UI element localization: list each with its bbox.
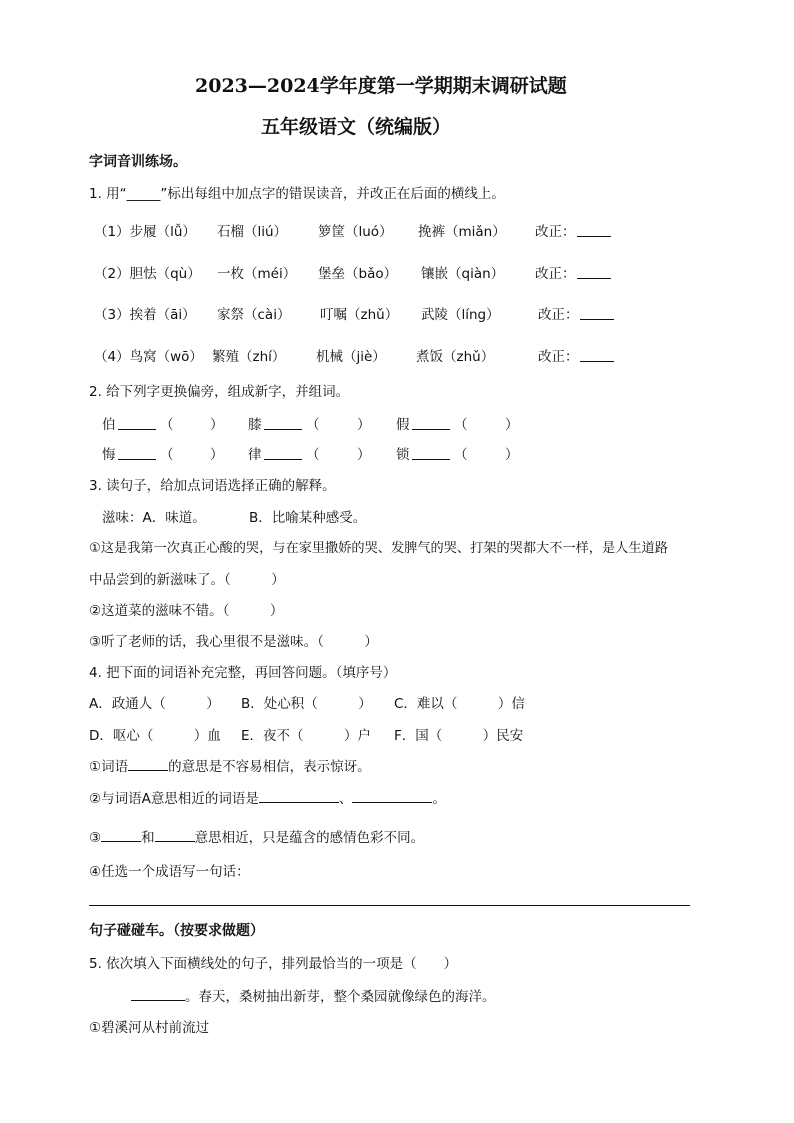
paren-open: （ — [306, 447, 320, 463]
sentence-2: ②这道菜的滋味不错。（ ） — [89, 603, 284, 619]
question-1-prompt: 1. 用“_____”标出每组中加点字的错误读音，并改正在后面的横线上。 — [89, 186, 505, 202]
correction-label: 改正： — [538, 349, 579, 365]
pinyin-item: 叮嘱（zhǔ） — [320, 307, 399, 323]
pinyin-item: 堡垒（bǎo） — [318, 266, 398, 282]
pinyin-item: 镶嵌（qiàn） — [421, 266, 505, 282]
pinyin-item: 挽裤（miǎn） — [418, 224, 506, 240]
sub-question-text: 和 — [141, 830, 155, 846]
pinyin-item: （1）步履（lǚ） — [94, 224, 196, 240]
correction-label: 改正： — [538, 307, 579, 323]
correction-label: 改正： — [535, 266, 576, 282]
pinyin-item: 繁殖（zhí） — [212, 349, 286, 365]
sentence-text: 。春天，桑树抽出新芽，整个桑园就像绿色的海洋。 — [185, 989, 496, 1005]
paren-close: ） — [505, 417, 519, 433]
sub-question-text: 意思相近，只是蕴含的感情色彩不同。 — [194, 830, 425, 846]
question-5-prompt: 5. 依次填入下面横线处的句子，排列最恰当的一项是（ ） — [89, 956, 458, 972]
paren-open: （ — [160, 447, 174, 463]
answer-blank[interactable] — [259, 790, 339, 803]
idiom-a: A．政通人（ ） — [89, 696, 220, 712]
answer-blank[interactable] — [131, 988, 185, 1001]
definition-b: B．比喻某种感受。 — [249, 510, 367, 526]
idiom-c: C．难以（ ）信 — [394, 696, 525, 712]
question-2-prompt: 2. 给下列字更换偏旁，组成新字，并组词。 — [89, 384, 350, 400]
sub-question-text: ③ — [89, 830, 102, 846]
radical-char: 伯 — [102, 417, 116, 433]
page-title: 2023—2024学年度第一学期期末调研试题 — [195, 75, 567, 97]
answer-blank[interactable] — [412, 417, 450, 430]
answer-blank[interactable] — [577, 266, 611, 279]
idiom-d: D．呕心（ ）血 — [89, 728, 221, 744]
question-5-sentence — [131, 985, 496, 1005]
correction-label: 改正： — [535, 224, 576, 240]
section-heading: 句子碰碰车。（按要求做题） — [89, 923, 264, 939]
question-4-prompt: 4. 把下面的词语补充完整，再回答问题。（填序号） — [89, 665, 397, 681]
paren-close: ） — [357, 417, 371, 433]
sub-question-1 — [89, 755, 371, 775]
paren-close: ） — [357, 447, 371, 463]
pinyin-item: （2）胆怯（qù） — [94, 266, 201, 282]
answer-blank[interactable] — [580, 307, 614, 320]
pinyin-item: 家祭（cài） — [217, 307, 291, 323]
radical-char: 律 — [248, 447, 262, 463]
sub-question-4: ④任选一个成语写一句话： — [89, 864, 250, 880]
radical-char: 悔 — [102, 447, 116, 463]
pinyin-item: （3）挨着（āi） — [94, 307, 196, 323]
definition-a: 滋味：A．味道。 — [102, 510, 206, 526]
sub-question-text: 、 — [338, 791, 353, 807]
paren-close: ） — [210, 417, 224, 433]
sub-question-text: 。 — [432, 791, 446, 807]
paren-open: （ — [454, 447, 468, 463]
sub-question-3 — [89, 826, 424, 846]
paren-close: ） — [505, 447, 519, 463]
answer-blank[interactable] — [412, 447, 450, 460]
answer-blank[interactable] — [128, 758, 168, 771]
page-subtitle: 五年级语文（统编版） — [261, 116, 452, 138]
answer-blank[interactable] — [264, 417, 302, 430]
option-1: ①碧溪河从村前流过 — [89, 1020, 210, 1036]
radical-char: 膝 — [248, 417, 262, 433]
question-3-prompt: 3. 读句子，给加点词语选择正确的解释。 — [89, 478, 336, 494]
sub-question-text: ②与词语A意思相近的词语是 — [89, 791, 259, 807]
paren-open: （ — [306, 417, 320, 433]
answer-blank[interactable] — [352, 790, 432, 803]
sentence-1-line-2: 中品尝到的新滋味了。（ ） — [89, 572, 285, 588]
paren-open: （ — [160, 417, 174, 433]
pinyin-item: 机械（jiè） — [316, 349, 386, 365]
section-heading: 字词音训练场。 — [89, 154, 187, 170]
sub-question-text: 的意思是不容易相信，表示惊讶。 — [168, 759, 371, 775]
answer-blank[interactable] — [155, 829, 195, 842]
paren-close: ） — [210, 447, 224, 463]
pinyin-item: 一枚（méi） — [217, 266, 297, 282]
idiom-f: F．国（ ）民安 — [394, 728, 524, 744]
answer-blank[interactable] — [118, 417, 156, 430]
answer-blank[interactable] — [101, 829, 141, 842]
idiom-e: E．夜不（ ）户 — [241, 728, 372, 744]
pinyin-item: 石榴（liú） — [217, 224, 288, 240]
sentence-1-line-1: ①这是我第一次真正心酸的哭，与在家里撒娇的哭、发脾气的哭、打架的哭都大不一样，是人生道路 — [89, 541, 668, 556]
sentence-3: ③听了老师的话，我心里很不是滋味。（ ） — [89, 634, 378, 650]
radical-char: 锁 — [396, 447, 410, 463]
pinyin-item: （4）鸟窝（wō） — [94, 349, 203, 365]
answer-blank[interactable] — [264, 447, 302, 460]
sub-question-text: ①词语 — [89, 759, 129, 775]
answer-line[interactable] — [89, 905, 690, 906]
answer-blank[interactable] — [118, 447, 156, 460]
pinyin-item: 武陵（líng） — [421, 307, 500, 323]
radical-char: 假 — [396, 417, 410, 433]
sub-question-2 — [89, 787, 446, 807]
paren-open: （ — [454, 417, 468, 433]
idiom-b: B．处心积（ ） — [241, 696, 372, 712]
pinyin-item: 箩筐（luó） — [318, 224, 393, 240]
answer-blank[interactable] — [580, 349, 614, 362]
pinyin-item: 煮饭（zhǔ） — [416, 349, 495, 365]
answer-blank[interactable] — [577, 224, 611, 237]
